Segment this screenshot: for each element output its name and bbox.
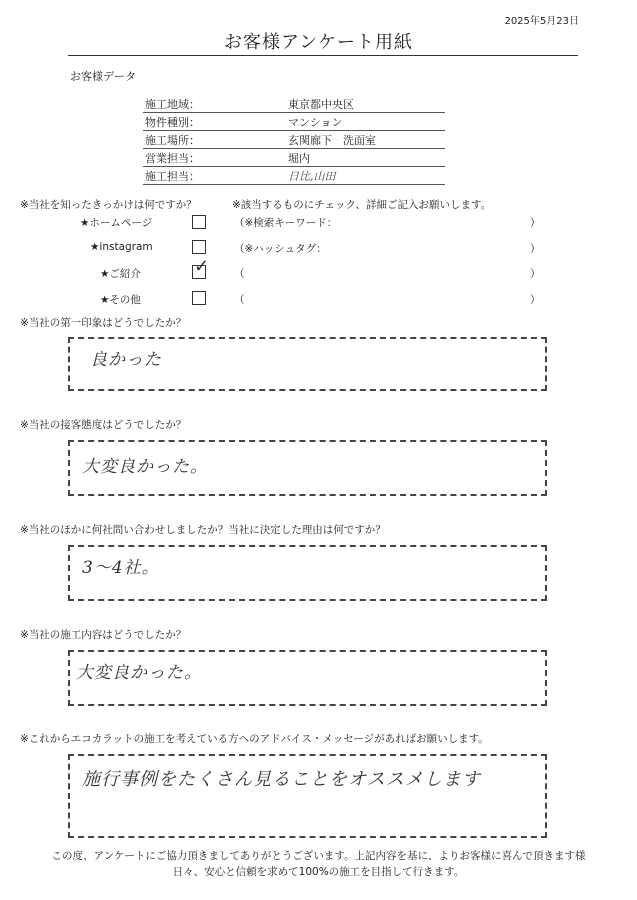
- title-underline: [68, 55, 578, 56]
- row-value-handwritten: 日比,山田: [288, 170, 336, 183]
- question-construction-quality: ※当社の施工内容はどうでしたか？: [20, 629, 187, 641]
- paren-close: ）: [530, 268, 541, 280]
- row-value: 玄関廊下 洗面室: [288, 134, 376, 147]
- survey-date: 2025年5月23日: [504, 16, 579, 27]
- question-source-note: ※該当するものにチェック、詳細ご記入お願いします。: [232, 199, 492, 211]
- answer-service-attitude: 大変良かった。: [82, 457, 208, 477]
- option-referral-label: ★ご紹介: [100, 268, 141, 280]
- paren-close: ）: [530, 294, 541, 306]
- answer-advice: 施行事例をたくさん見ることをオススメします: [82, 769, 481, 790]
- row-label: 施工場所：: [145, 134, 200, 147]
- answer-other-companies: 3〜4社。: [82, 558, 160, 578]
- question-advice: ※これからエコカラットの施工を考えている方へのアドバイス・メッセージがあればお願いします。: [20, 733, 489, 745]
- option-homepage-label: ★ホームページ: [80, 217, 153, 229]
- other-checkbox[interactable]: [192, 291, 206, 305]
- row-value: 堀内: [288, 152, 310, 165]
- answer-first-impression: 良かった: [90, 350, 162, 370]
- customer-row-installer: [143, 166, 445, 185]
- question-other-companies: ※当社のほかに何社問い合わせしましたか？当社に決定した理由は何ですか？: [20, 524, 386, 536]
- question-first-impression: ※当社の第一印象はどうでしたか？: [20, 317, 187, 329]
- option-instagram-label: ★instagram: [90, 241, 153, 253]
- question-source: ※当社を知ったきっかけは何ですか？: [20, 199, 197, 211]
- customer-row-property-type: [143, 112, 445, 131]
- customer-row-area: [143, 94, 445, 113]
- footer-line-1: この度、アンケートにご協力頂きましてありがとうございます。上記内容を基に、よりお客様に喜んで頂きます様: [51, 850, 586, 862]
- question-service-attitude: ※当社の接客態度はどうでしたか？: [20, 419, 187, 431]
- check-mark-icon: ✓: [194, 256, 210, 277]
- customer-row-location: [143, 130, 445, 149]
- customer-section-heading: お客様データ: [70, 70, 136, 83]
- row-value: マンション: [288, 116, 343, 129]
- row-label: 物件種別：: [145, 116, 200, 129]
- instagram-checkbox[interactable]: [192, 240, 206, 254]
- other-detail: （: [234, 294, 245, 306]
- option-other-label: ★その他: [100, 294, 141, 306]
- row-label: 施工地域：: [145, 98, 200, 111]
- row-label: 営業担当：: [145, 152, 200, 165]
- instagram-detail: （※ハッシュタグ：: [234, 243, 327, 255]
- footer-line-2: 日々、安心と信頼を求めて100%の施工を目指して行きます。: [172, 866, 465, 878]
- customer-row-sales: [143, 148, 445, 167]
- referral-detail: （: [234, 268, 245, 280]
- row-label: 施工担当：: [145, 170, 200, 183]
- paren-close: ）: [530, 243, 541, 255]
- row-value: 東京都中央区: [288, 98, 354, 111]
- homepage-checkbox[interactable]: [192, 215, 206, 229]
- homepage-detail: （※検索キーワード：: [234, 217, 338, 229]
- answer-construction-quality: 大変良かった。: [76, 663, 202, 683]
- page-title: お客様アンケート用紙: [224, 32, 413, 53]
- paren-close: ）: [530, 217, 541, 229]
